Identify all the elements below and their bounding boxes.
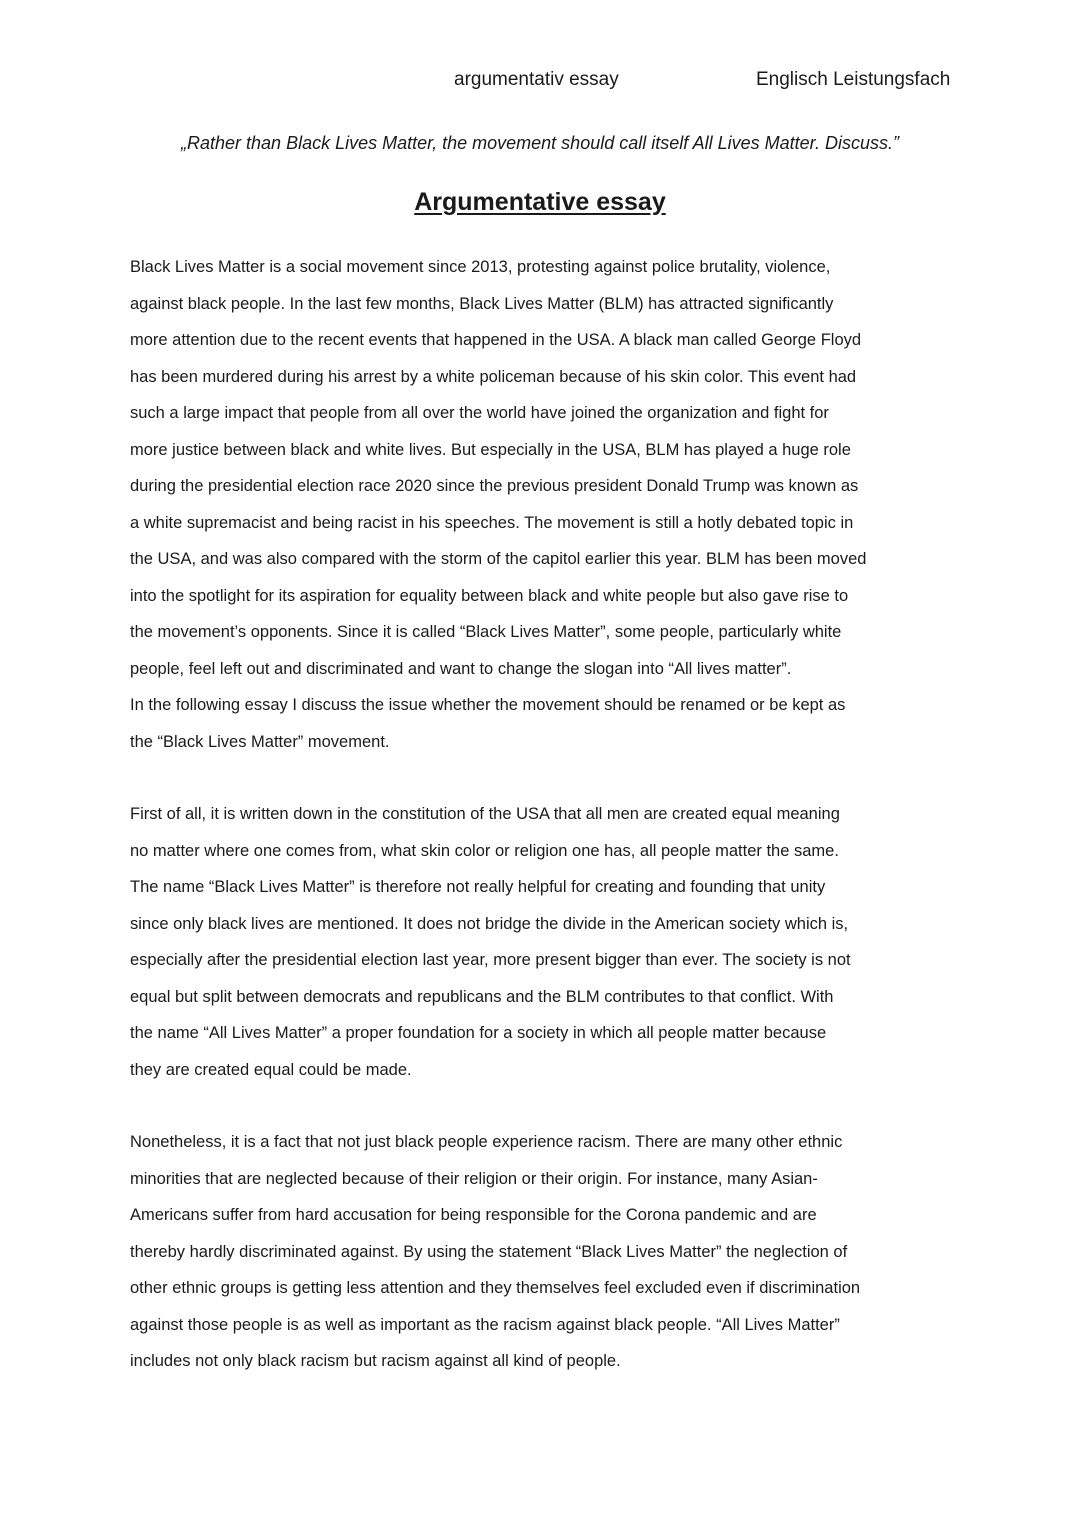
paragraph-line: First of all, it is written down in the constitution of the USA that all men are created equal meaning [130,805,840,823]
paragraph-line: other ethnic groups is getting less attention and they themselves feel excluded even if discrimination [130,1279,861,1297]
header-subject: Englisch Leistungsfach [756,69,951,90]
essay-body [130,249,960,1380]
paragraph-line: the USA, and was also compared with the storm of the capitol earlier this year. BLM has been moved [130,550,867,568]
paragraph-line: more justice between black and white lives. But especially in the USA, BLM has played a huge role [130,440,851,459]
paragraph-line: Americans suffer from hard accusation for being responsible for the Corona pandemic and are [130,1206,817,1224]
paragraph-line: minorities that are neglected because of their religion or their origin. For instance, many Asian- [130,1169,818,1188]
paragraph-line: especially after the presidential election last year, more present bigger than ever. The society is not [130,951,851,969]
paragraph-line: into the spotlight for its aspiration for equality between black and white people but also gave rise to [130,586,849,605]
paragraph-first-argument [130,796,960,1088]
essay-title: Argumentative essay [414,188,666,216]
paragraph-line: they are created equal could be made. [130,1060,412,1079]
paragraph-line: Nonetheless, it is a fact that not just black people experience racism. There are many other ethnic [130,1133,843,1151]
paragraph-spacer [130,1088,960,1124]
paragraph-line: the movement’s opponents. Since it is called “Black Lives Matter”, some people, particularly white [130,623,842,641]
paragraph-line: people, feel left out and discriminated and want to change the slogan into “All lives matter”. [130,659,792,678]
paragraph-line: Black Lives Matter is a social movement since 2013, protesting against police brutality, violence, [130,258,831,276]
paragraph-line: the name “All Lives Matter” a proper foundation for a society in which all people matter because [130,1024,827,1042]
paragraph-line: the “Black Lives Matter” movement. [130,732,390,751]
paragraph-line: equal but split between democrats and republicans and the BLM contributes to that conflict. With [130,987,834,1006]
paragraph-line: a white supremacist and being racist in his speeches. The movement is still a hotly debated topic in [130,513,854,532]
paragraph-line: has been murdered during his arrest by a white policeman because of his skin color. This event had [130,367,857,386]
paragraph-spacer [130,760,960,796]
paragraph-line: against black people. In the last few months, Black Lives Matter (BLM) has attracted significantly [130,294,834,313]
paragraph-line: against those people is as well as important as the racism against black people. “All Lives Matter” [130,1315,840,1334]
paragraph-line: no matter where one comes from, what skin color or religion one has, all people matter the same. [130,841,839,860]
paragraph-line: such a large impact that people from all over the world have joined the organization and fight for [130,404,829,422]
paragraph-line: The name “Black Lives Matter” is therefore not really helpful for creating and founding that unity [130,878,826,896]
paragraph-line: during the presidential election race 2020 since the previous president Donald Trump was known as [130,477,859,495]
paragraph-line: since only black lives are mentioned. It does not bridge the divide in the American society which is, [130,914,849,933]
paragraph-line: In the following essay I discuss the issue whether the movement should be renamed or be kept as [130,696,846,714]
paragraph-introduction [130,249,960,760]
essay-prompt: „Rather than Black Lives Matter, the movement should call itself All Lives Matter. Discuss.” [181,133,899,153]
paragraph-counter-argument [130,1124,960,1380]
paragraph-line: includes not only black racism but racism against all kind of people. [130,1352,621,1370]
paragraph-line: thereby hardly discriminated against. By using the statement “Black Lives Matter” the neglection of [130,1242,848,1261]
header-document-type: argumentativ essay [454,69,619,90]
paragraph-line: more attention due to the recent events that happened in the USA. A black man called George Floyd [130,331,862,349]
